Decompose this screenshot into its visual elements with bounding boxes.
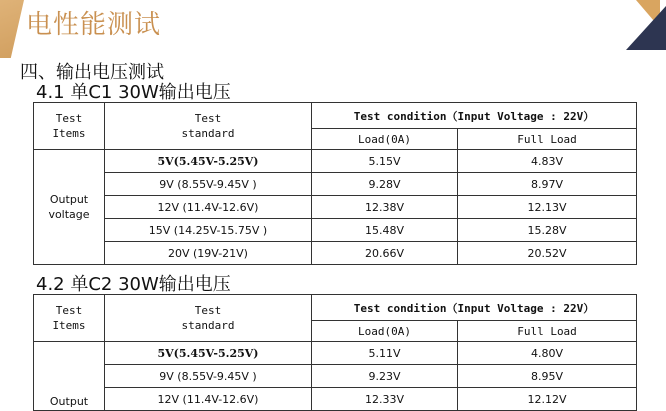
full-load-cell: 12.12V	[458, 388, 637, 411]
table1-heading: 4.1 单C1 30W输出电压	[36, 82, 231, 103]
standard-cell: 12V (11.4V-12.6V)	[105, 388, 312, 411]
corner-decoration-left	[0, 0, 24, 58]
load0-cell: 9.23V	[312, 365, 458, 388]
standard-cell: 20V (19V-21V)	[105, 242, 312, 265]
standard-cell: 5V(5.45V-5.25V)	[105, 342, 312, 365]
standard-cell: 12V (11.4V-12.6V)	[105, 196, 312, 219]
row-group-label: Output	[34, 342, 105, 411]
table2	[33, 294, 637, 411]
standard-cell: 15V (14.25V-15.75V )	[105, 219, 312, 242]
standard-cell: 5V(5.45V-5.25V)	[105, 150, 312, 173]
load0-cell: 5.11V	[312, 342, 458, 365]
corner-decoration-navy	[626, 6, 666, 50]
load0-cell: 15.48V	[312, 219, 458, 242]
load0-cell: 12.38V	[312, 196, 458, 219]
load0-cell: 5.15V	[312, 150, 458, 173]
header-load0: Load(0A)	[312, 129, 458, 150]
full-load-cell: 12.13V	[458, 196, 637, 219]
header-condition: Test condition（Input Voltage : 22V）	[312, 295, 637, 321]
load0-cell: 20.66V	[312, 242, 458, 265]
header-test-standard: Test standard	[105, 103, 312, 150]
row-group-label: Output voltage	[34, 150, 105, 265]
full-load-cell: 8.97V	[458, 173, 637, 196]
full-load-cell: 8.95V	[458, 365, 637, 388]
full-load-cell: 15.28V	[458, 219, 637, 242]
full-load-cell: 20.52V	[458, 242, 637, 265]
header-condition: Test condition（Input Voltage : 22V）	[312, 103, 637, 129]
load0-cell: 9.28V	[312, 173, 458, 196]
header-full-load: Full Load	[458, 129, 637, 150]
header-test-standard: Test standard	[105, 295, 312, 342]
header-full-load: Full Load	[458, 321, 637, 342]
standard-cell: 9V (8.55V-9.45V )	[105, 173, 312, 196]
full-load-cell: 4.80V	[458, 342, 637, 365]
full-load-cell: 4.83V	[458, 150, 637, 173]
load0-cell: 12.33V	[312, 388, 458, 411]
table1	[33, 102, 637, 265]
header-test-items: Test Items	[34, 295, 105, 342]
page-title: 电性能测试	[26, 10, 162, 40]
header-load0: Load(0A)	[312, 321, 458, 342]
header-test-items: Test Items	[34, 103, 105, 150]
section-heading: 四、输出电压测试	[20, 62, 164, 83]
standard-cell: 9V (8.55V-9.45V )	[105, 365, 312, 388]
table2-heading: 4.2 单C2 30W输出电压	[36, 274, 231, 295]
